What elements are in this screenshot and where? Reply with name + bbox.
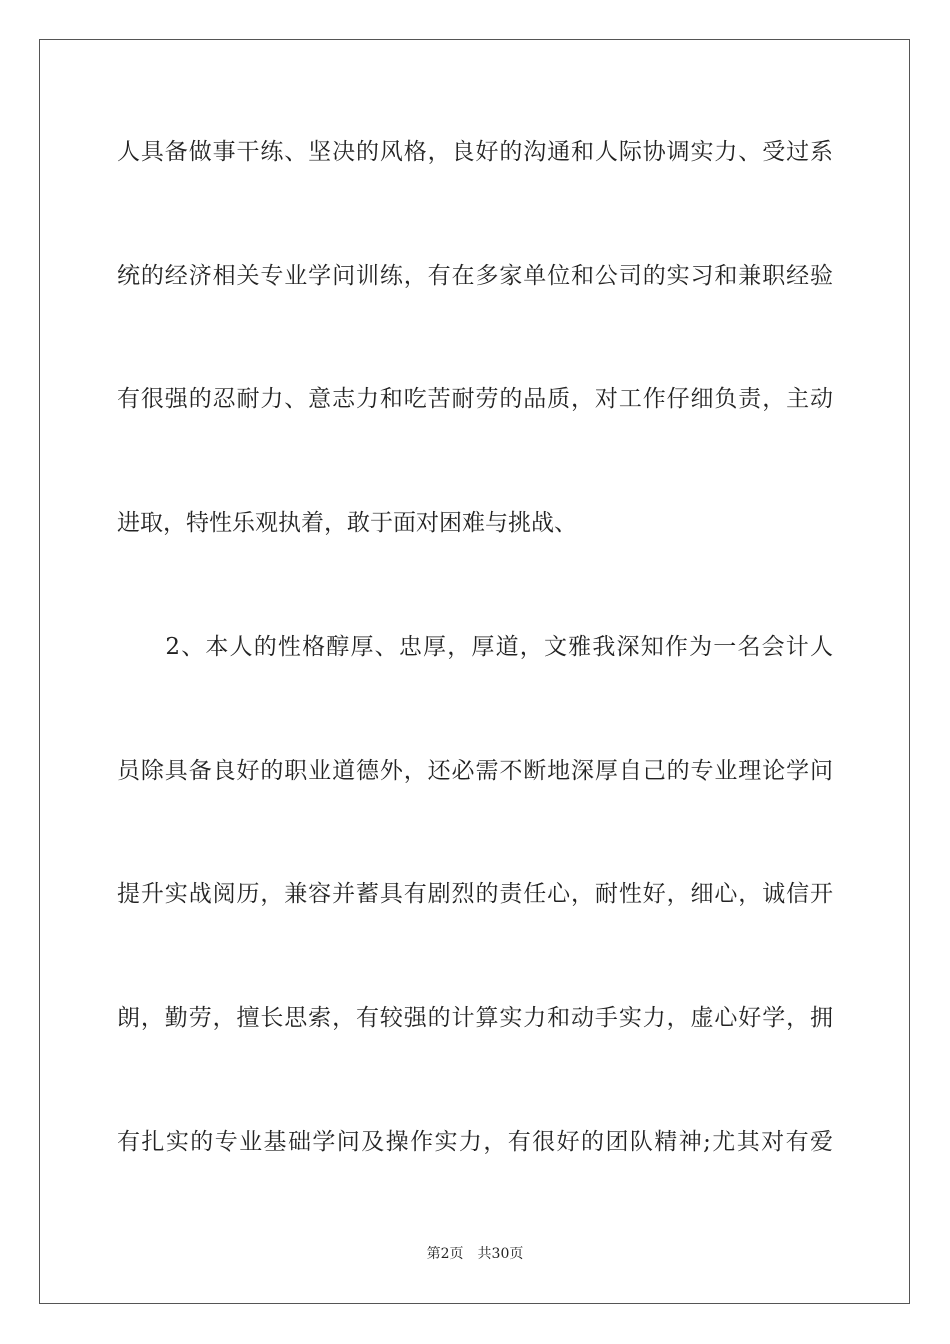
text-line: 有很强的忍耐力、意志力和吃苦耐劳的品质，对工作仔细负责，主动 [117, 386, 833, 412]
text-line: 提升实战阅历，兼容并蓄具有剧烈的责任心，耐性好，细心，诚信开 [117, 881, 833, 907]
page-border [39, 39, 910, 1304]
text-line: 有扎实的专业基础学问及操作实力，有很好的团队精神;尤其对有爱 [117, 1129, 833, 1155]
page-number: 第2页 [426, 1246, 464, 1262]
text-line: 员除具备良好的职业道德外，还必需不断地深厚自己的专业理论学问 [117, 758, 833, 784]
page-total: 共30页 [477, 1246, 524, 1262]
text-line: 进取，特性乐观执着，敢于面对困难与挑战、 [117, 510, 577, 536]
page-footer [0, 1244, 950, 1264]
text-line: 2、本人的性格醇厚、忠厚，厚道，文雅我深知作为一名会计人 [117, 634, 833, 660]
text-line: 朗，勤劳，擅长思索，有较强的计算实力和动手实力，虚心好学，拥 [117, 1005, 833, 1031]
text-line: 人具备做事干练、坚决的风格，良好的沟通和人际协调实力、受过系 [117, 139, 833, 165]
text-line: 统的经济相关专业学问训练，有在多家单位和公司的实习和兼职经验 [117, 263, 833, 289]
